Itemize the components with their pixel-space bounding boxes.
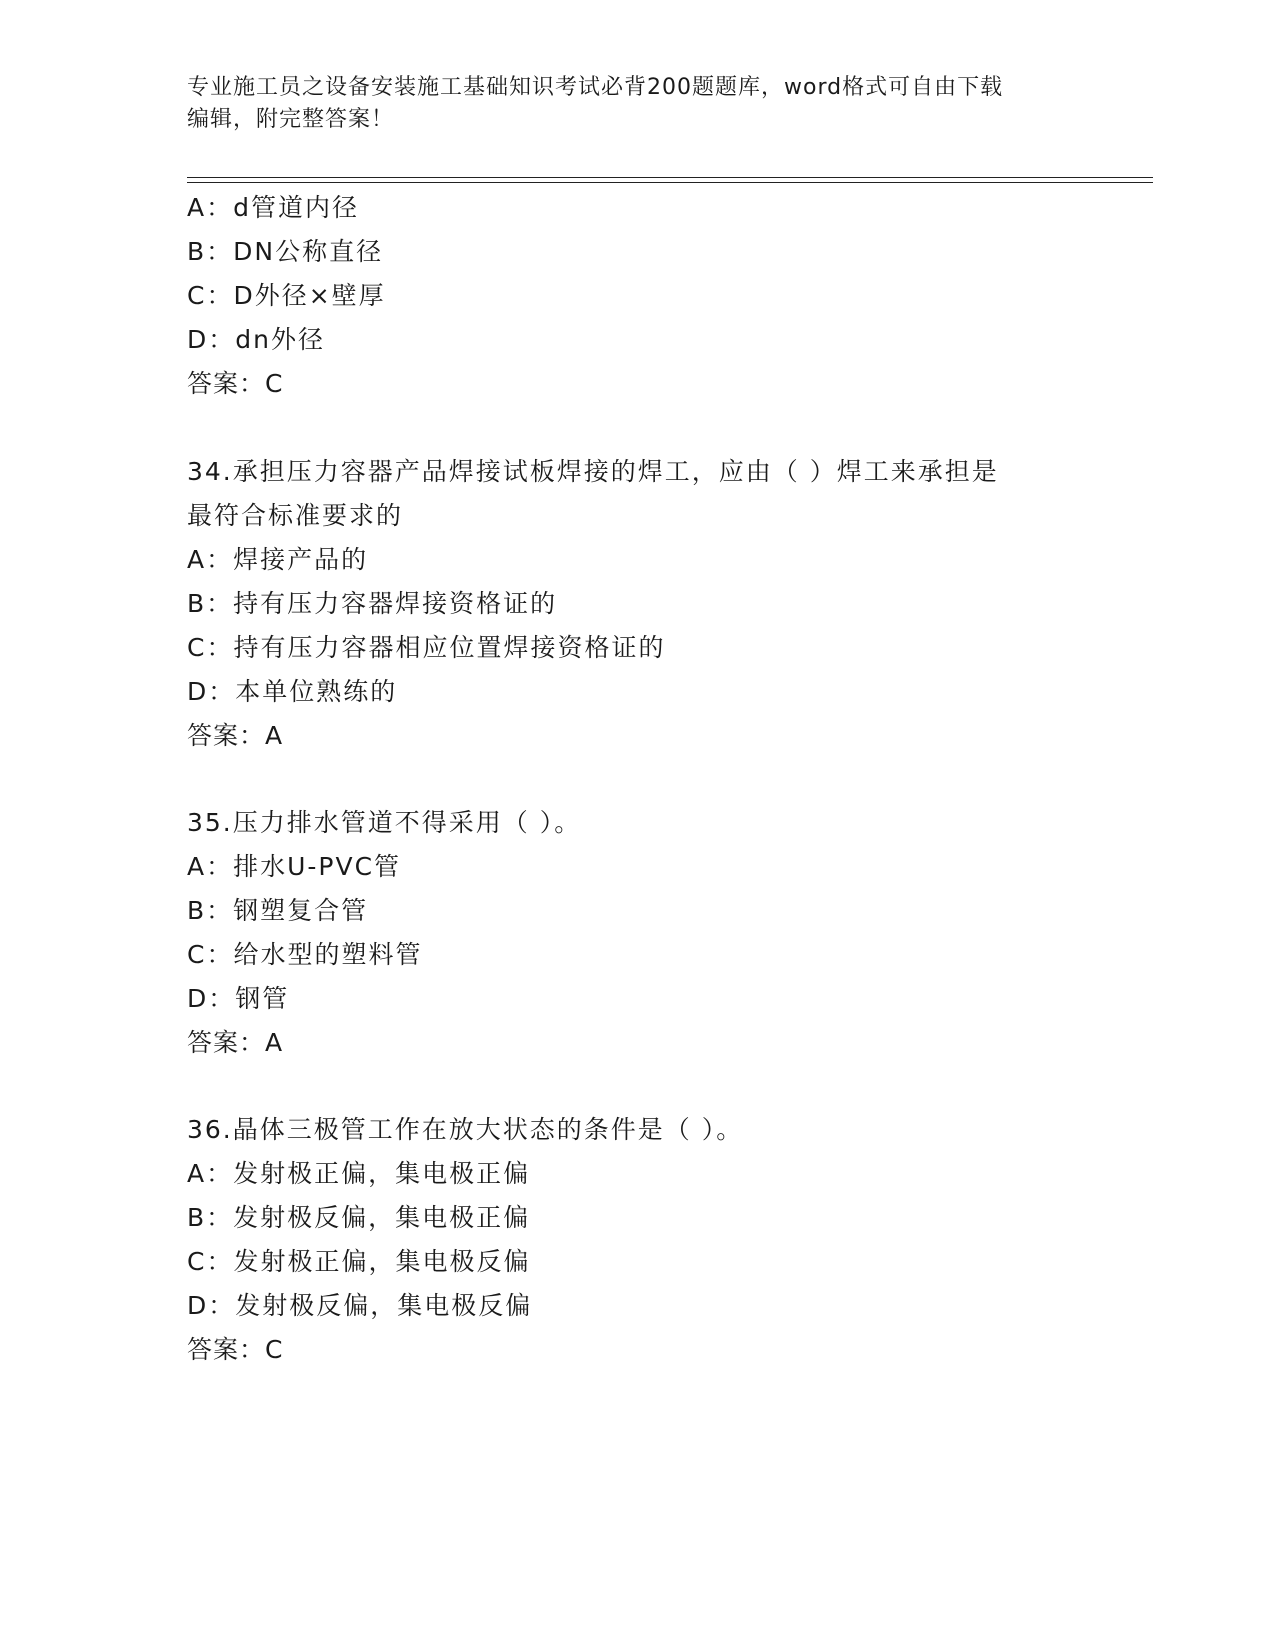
document-header — [187, 72, 1087, 136]
q34-option-d: D：本单位熟练的 — [187, 677, 398, 706]
q36-answer: 答案：C — [187, 1335, 284, 1364]
q35-option-c: C：给水型的塑料管 — [187, 940, 423, 969]
q35-stem-line-1: 35.压力排水管道不得采用（ ）。 — [187, 808, 582, 837]
q33-option-b: B：DN公称直径 — [187, 237, 384, 266]
q34-option-c: C：持有压力容器相应位置焊接资格证的 — [187, 633, 666, 662]
q33-option-d: D：dn外径 — [187, 325, 325, 354]
q36-stem-line-1: 36.晶体三极管工作在放大状态的条件是（ ）。 — [187, 1115, 744, 1144]
q36-option-d: D：发射极反偏，集电极反偏 — [187, 1291, 533, 1320]
q35-answer: 答案：A — [187, 1028, 284, 1057]
q36-option-c: C：发射极正偏，集电极反偏 — [187, 1247, 531, 1276]
q35-option-d: D：钢管 — [187, 984, 290, 1013]
q34-answer: 答案：A — [187, 721, 284, 750]
header-divider-top — [187, 177, 1153, 178]
q35-option-a: A：排水U-PVC管 — [187, 852, 402, 881]
q35-option-b: B：钢塑复合管 — [187, 896, 369, 925]
q34-stem-line-1: 34.承担压力容器产品焊接试板焊接的焊工，应由（ ）焊工来承担是 — [187, 457, 999, 486]
q33-option-c: C：D外径×壁厚 — [187, 281, 386, 310]
header-divider-bottom — [187, 182, 1153, 183]
q33-option-a: A：d管道内径 — [187, 193, 359, 222]
q34-option-a: A：焊接产品的 — [187, 545, 369, 574]
q34-option-b: B：持有压力容器焊接资格证的 — [187, 589, 558, 618]
q36-option-b: B：发射极反偏，集电极正偏 — [187, 1203, 531, 1232]
header-line-2: 编辑，附完整答案！ — [187, 107, 395, 132]
q33-answer: 答案：C — [187, 369, 284, 398]
q36-option-a: A：发射极正偏，集电极正偏 — [187, 1159, 531, 1188]
q34-stem-line-2: 最符合标准要求的 — [187, 501, 404, 530]
header-line-1: 专业施工员之设备安装施工基础知识考试必背200题题库，word格式可自由下载 — [187, 75, 1004, 100]
